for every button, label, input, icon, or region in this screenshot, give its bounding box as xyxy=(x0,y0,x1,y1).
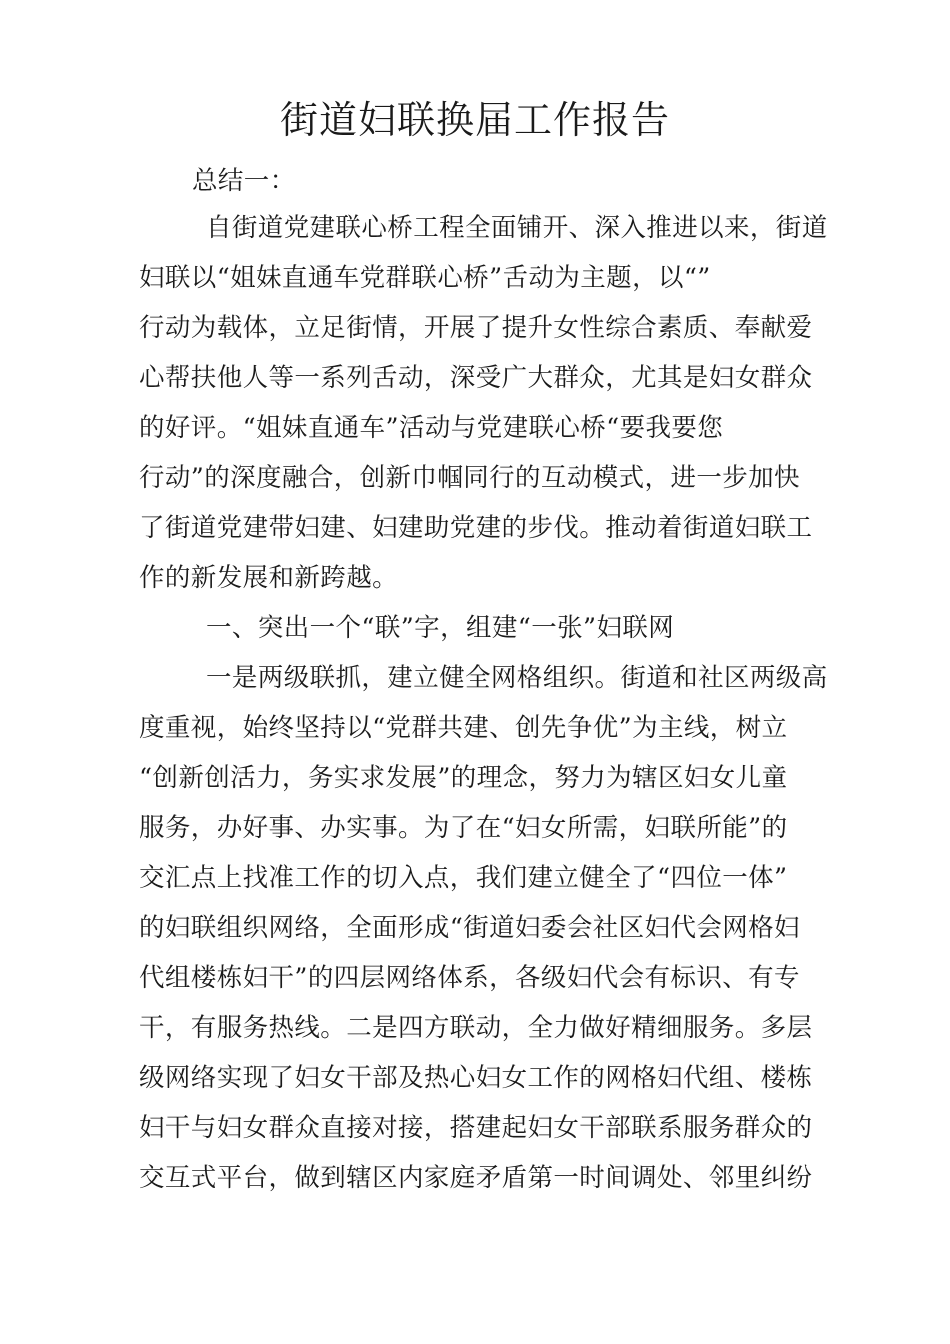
text-line: “创新创活力，务实求发展”的理念，努力为辖区妇女儿童 xyxy=(139,763,788,793)
text-line: 的好评。“姐妹直通车”活动与党建联心桥“要我要您 xyxy=(139,413,724,443)
text-line: 级网络实现了妇女干部及热心妇女工作的网格妇代组、楼栋 xyxy=(139,1063,813,1093)
text-line: 总结一： xyxy=(192,166,296,196)
text-line: 自街道党建联心桥工程全面铺开、深入推进以来，街道 xyxy=(206,213,828,243)
text-line: 行动”的深度融合，创新巾帼同行的互动模式，进一步加快 xyxy=(139,463,800,493)
text-line: 了街道党建带妇建、妇建助党建的步伐。推动着街道妇联工 xyxy=(139,513,813,543)
text-line: 干，有服务热线。二是四方联动，全力做好精细服务。多层 xyxy=(139,1013,813,1043)
text-line: 度重视，始终坚持以“党群共建、创先争优”为主线，树立 xyxy=(139,713,788,743)
section-heading: 一、突出一个“联”字，组建“一张”妇联网 xyxy=(206,613,675,643)
text-line: 服务，办好事、办实事。为了在“妇女所需，妇联所能”的 xyxy=(139,813,788,843)
text-line: 交互式平台，做到辖区内家庭矛盾第一时间调处、邻里纠纷 xyxy=(139,1163,813,1193)
text-line: 一是两级联抓，建立健全网格组织。街道和社区两级高 xyxy=(206,663,828,693)
text-line: 的妇联组织网络，全面形成“街道妇委会社区妇代会网格妇 xyxy=(139,913,800,943)
text-line: 交汇点上找准工作的切入点，我们建立健全了“四位一体” xyxy=(139,863,788,893)
text-line: 心帮扶他人等一系列舌动，深受广大群众，尤其是妇女群众 xyxy=(139,363,813,393)
text-line: 代组楼栋妇干”的四层网络体系，各级妇代会有标识、有专 xyxy=(139,963,800,993)
document-title: 街道妇联换届工作报告 xyxy=(279,98,670,142)
text-line: 妇联以“姐妹直通车党群联心桥”舌动为主题，以“” xyxy=(139,263,711,293)
text-line: 作的新发展和新跨越。 xyxy=(139,563,399,593)
text-line: 妇干与妇女群众直接对接，搭建起妇女干部联系服务群众的 xyxy=(139,1113,813,1143)
text-line: 行动为载体，立足街情，开展了提升女性综合素质、奉献爱 xyxy=(139,313,813,343)
